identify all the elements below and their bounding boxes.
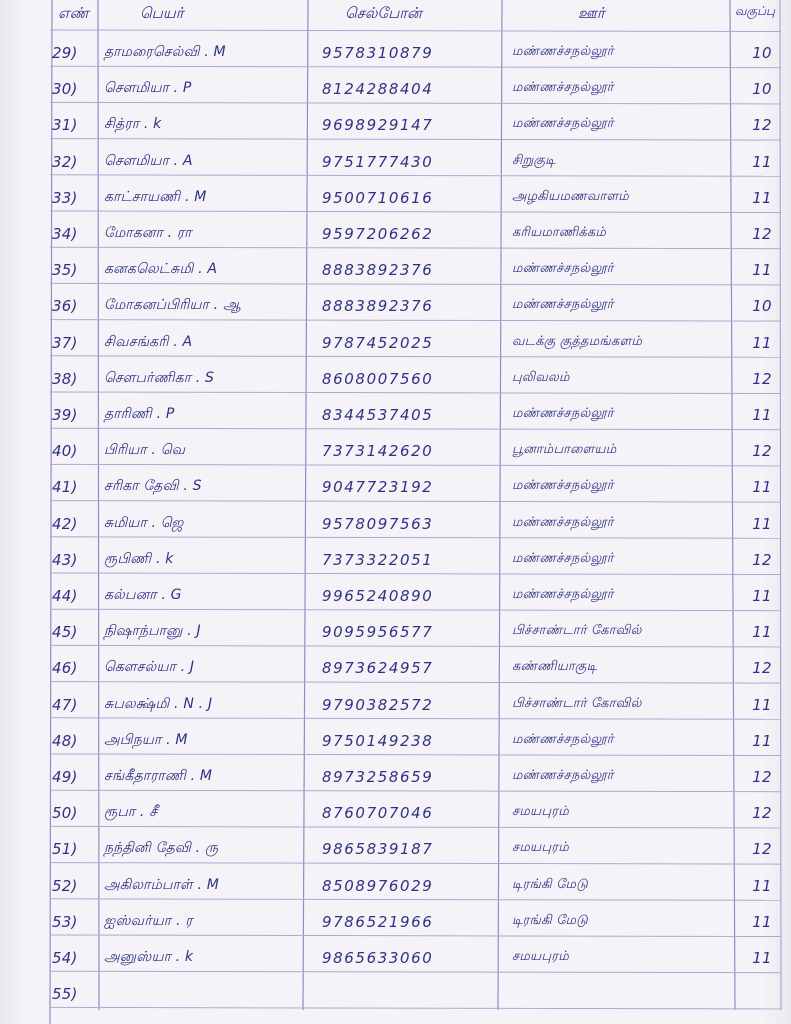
table-row: [0, 36, 791, 74]
student-name: அகிலாம்பாள் . M: [104, 876, 220, 893]
class-std: 11: [752, 261, 772, 280]
row-number: 39): [52, 406, 78, 424]
row-number: 36): [52, 297, 78, 316]
header-phone: செல்போன்: [345, 4, 422, 22]
phone-number: 9578097563: [322, 514, 434, 533]
place-name: மண்ணச்சநல்லூர்: [512, 550, 614, 566]
row-number: 37): [52, 333, 78, 352]
phone-number: 7373322051: [322, 550, 434, 569]
table-row: [0, 977, 791, 1015]
place-name: சமயபுரம்: [512, 840, 569, 856]
table-row: [0, 832, 791, 870]
class-std: 12: [752, 840, 772, 859]
row-number: 47): [52, 695, 78, 714]
phone-number: 7373142620: [322, 442, 434, 461]
phone-number: 9751777430: [322, 152, 434, 171]
class-std: 11: [752, 949, 772, 967]
place-name: டிரங்கி மேடு: [512, 912, 588, 928]
class-std: 11: [752, 152, 772, 171]
place-name: வடக்கு குத்தமங்களம்: [512, 333, 643, 349]
place-name: மண்ணச்சநல்லூர்: [512, 731, 614, 747]
phone-number: 9865839187: [322, 840, 434, 859]
class-std: 11: [752, 478, 772, 497]
phone-number: 8973624957: [322, 659, 434, 678]
place-name: மண்ணச்சநல்லூர்: [512, 768, 614, 783]
table-row: [0, 869, 791, 907]
row-rule: [50, 30, 781, 32]
class-std: 11: [752, 731, 772, 750]
row-number: 41): [52, 478, 78, 497]
row-number: 35): [52, 261, 78, 280]
class-std: 12: [752, 659, 772, 678]
header-number: எண்: [58, 4, 89, 22]
class-std: 11: [752, 188, 772, 207]
row-number: 33): [52, 188, 78, 207]
student-name: ரூபா . சீ: [104, 804, 158, 821]
phone-number: 9750149238: [322, 731, 434, 750]
table-row: [0, 181, 791, 219]
student-name: கல்பனா . G: [104, 587, 182, 603]
student-name: பிரியா . வெ: [104, 442, 186, 459]
student-name: கௌசல்யா . J: [104, 659, 195, 676]
table-row: [0, 253, 791, 291]
place-name: பிச்சாண்டார் கோவில்: [512, 695, 642, 711]
class-std: 11: [752, 333, 772, 352]
phone-number: 9787452025: [322, 333, 434, 352]
table-row: [0, 543, 791, 581]
student-name: சௌபர்ணிகா . S: [104, 369, 215, 386]
class-std: 12: [752, 442, 772, 461]
student-name: தாமரைசெல்வி . M: [104, 44, 226, 60]
phone-number: 9790382572: [322, 695, 434, 714]
table-row: [0, 470, 791, 508]
place-name: மண்ணச்சநல்லூர்: [512, 261, 614, 277]
place-name: புலிவலம்: [512, 369, 570, 385]
phone-number: 9500710616: [322, 188, 434, 207]
table-row: [0, 362, 791, 400]
student-name: சங்கீதாராணி . M: [104, 768, 213, 784]
phone-number: 8760707046: [322, 804, 434, 823]
row-number: 31): [52, 116, 78, 135]
phone-number: 9865633060: [322, 949, 434, 967]
table-row: [0, 507, 791, 545]
student-name: நந்தினி தேவி . ரு: [104, 840, 219, 857]
phone-number: 8608007560: [322, 369, 434, 388]
table-row: [0, 579, 791, 617]
class-std: 11: [752, 514, 772, 533]
phone-number: 8508976029: [322, 876, 434, 895]
row-number: 54): [52, 949, 78, 967]
student-name: ரூபிணி . k: [104, 550, 174, 567]
place-name: சமயபுரம்: [512, 949, 569, 964]
class-std: 10: [752, 44, 772, 62]
header-std: வகுப்பு: [735, 4, 775, 18]
student-name: சௌமியா . P: [104, 80, 192, 97]
class-std: 11: [752, 623, 772, 642]
student-name: சௌமியா . A: [104, 152, 193, 169]
student-name: காட்சாயணி . M: [104, 188, 207, 205]
phone-number: 8973258659: [322, 768, 434, 786]
table-row: [0, 724, 791, 762]
row-number: 53): [52, 912, 78, 931]
class-std: 12: [752, 550, 772, 569]
class-std: 11: [752, 695, 772, 714]
student-name: அபிநயா . M: [104, 731, 188, 748]
phone-number: 9578310879: [322, 44, 434, 62]
student-name: அனுஸ்யா . k: [104, 949, 194, 965]
row-number: 48): [52, 731, 78, 750]
phone-number: 9698929147: [322, 116, 434, 135]
place-name: மண்ணச்சநல்லூர்: [512, 44, 614, 59]
place-name: மண்ணச்சநல்லூர்: [512, 406, 614, 421]
class-std: 11: [752, 912, 772, 931]
phone-number: 8124288404: [322, 80, 434, 99]
place-name: பூனாம்பாளையம்: [512, 442, 617, 458]
phone-number: 8883892376: [322, 261, 434, 280]
row-number: 43): [52, 550, 78, 569]
place-name: சமயபுரம்: [512, 804, 569, 820]
student-name: மோகனப்பிரியா . ஆ: [104, 297, 241, 314]
place-name: சிறுகுடி: [512, 152, 556, 168]
row-number: 29): [52, 44, 78, 62]
student-name: சுபலக்ஷ்மி . N . J: [104, 695, 213, 712]
table-row: [0, 905, 791, 943]
row-number: 30): [52, 80, 78, 99]
table-row: [0, 145, 791, 183]
class-std: 12: [752, 369, 772, 388]
student-name: மோகனா . ரா: [104, 225, 192, 241]
row-number: 49): [52, 768, 78, 786]
phone-number: 9965240890: [322, 587, 434, 605]
row-number: 46): [52, 659, 78, 678]
table-row: [0, 688, 791, 726]
phone-number: 8344537405: [322, 406, 434, 424]
table-row: [0, 615, 791, 653]
place-name: டிரங்கி மேடு: [512, 876, 588, 892]
place-name: மண்ணச்சநல்லூர்: [512, 587, 614, 602]
table-row: [0, 941, 791, 979]
table-row: [0, 398, 791, 436]
place-name: மண்ணச்சநல்லூர்: [512, 297, 614, 313]
place-name: மண்ணச்சநல்லூர்: [512, 478, 614, 494]
row-number: 45): [52, 623, 78, 642]
place-name: மண்ணச்சநல்லூர்: [512, 514, 614, 530]
row-number: 44): [52, 587, 78, 605]
phone-number: 9786521966: [322, 912, 434, 931]
row-number: 55): [52, 985, 78, 1004]
student-name: கனகலெட்சுமி . A: [104, 261, 218, 278]
row-number: 51): [52, 840, 78, 859]
header-place: ஊர்: [578, 4, 605, 22]
table-row: [0, 796, 791, 834]
row-number: 42): [52, 514, 78, 533]
table-row: [0, 108, 791, 146]
row-number: 34): [52, 225, 78, 243]
place-name: மண்ணச்சநல்லூர்: [512, 80, 614, 96]
header-name: பெயர்: [140, 4, 184, 22]
table-header: [0, 0, 791, 28]
phone-number: 9597206262: [322, 225, 434, 243]
place-name: மண்ணச்சநல்லூர்: [512, 116, 614, 132]
table-row: [0, 651, 791, 689]
phone-number: 9095956577: [322, 623, 434, 642]
class-std: 12: [752, 804, 772, 823]
place-name: பிச்சாண்டார் கோவில்: [512, 623, 642, 639]
table-row: [0, 72, 791, 110]
class-std: 12: [752, 768, 772, 786]
class-std: 11: [752, 876, 772, 895]
phone-number: 8883892376: [322, 297, 434, 316]
table-row: [0, 326, 791, 364]
class-std: 12: [752, 225, 772, 243]
class-std: 11: [752, 587, 772, 605]
row-number: 52): [52, 876, 78, 895]
table-row: [0, 434, 791, 472]
phone-number: 9047723192: [322, 478, 434, 497]
student-name: நிஷாந்பானு . J: [104, 623, 201, 640]
student-name: சுமியா . ஜெ: [104, 514, 184, 531]
class-std: 10: [752, 80, 772, 99]
student-name: சரிகா தேவி . S: [104, 478, 202, 495]
student-name: ஐஸ்வர்யா . ர: [104, 912, 193, 929]
student-name: சித்ரா . k: [104, 116, 162, 133]
table-row: [0, 760, 791, 798]
row-number: 38): [52, 369, 78, 388]
row-number: 40): [52, 442, 78, 461]
table-row: [0, 217, 791, 255]
place-name: கண்ணியாகுடி: [512, 659, 598, 675]
place-name: அழகியமணவாளம்: [512, 188, 629, 204]
row-number: 50): [52, 804, 78, 823]
table-row: [0, 289, 791, 327]
row-number: 32): [52, 152, 78, 171]
class-std: 11: [752, 406, 772, 424]
student-name: சிவசங்கரி . A: [104, 333, 193, 350]
place-name: கரியமாணிக்கம்: [512, 225, 607, 240]
student-name: தாரிணி . P: [104, 406, 175, 422]
class-std: 12: [752, 116, 772, 135]
class-std: 10: [752, 297, 772, 316]
